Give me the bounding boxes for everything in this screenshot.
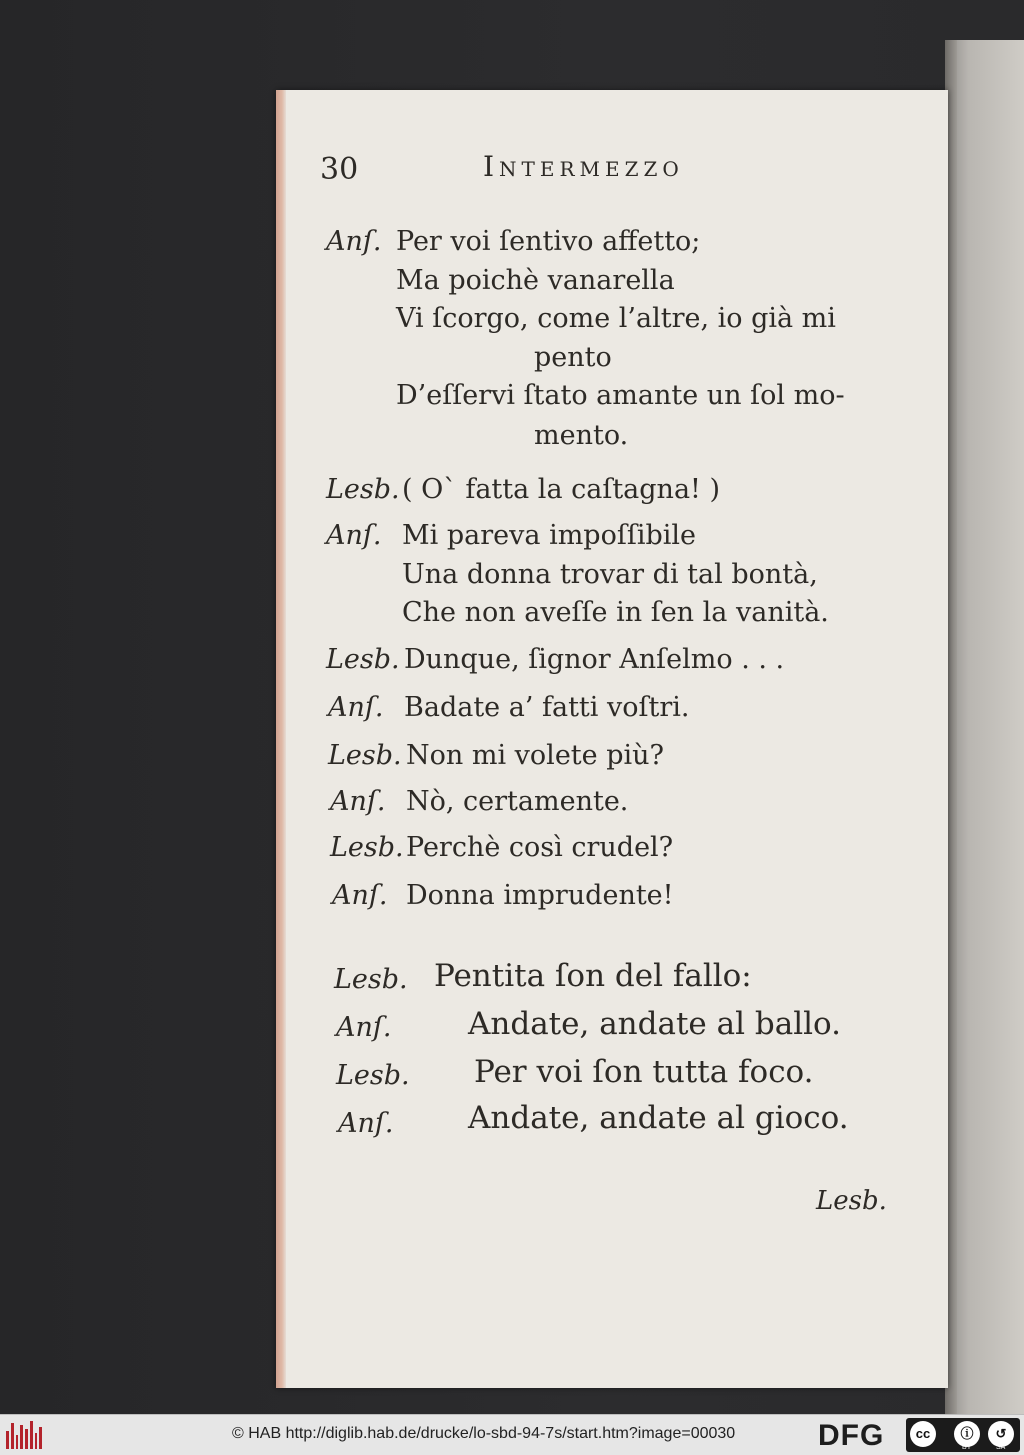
verse-line: Per voi ſon tutta foco. xyxy=(474,1054,814,1090)
speaker-label: Lesb. xyxy=(326,644,400,675)
speaker-label: Anſ. xyxy=(326,226,382,257)
verse-line: Per voi ſentivo affetto; xyxy=(396,226,701,257)
verse-line: Che non aveſſe in ſen la vanità. xyxy=(402,597,829,628)
by-icon: ⓘ xyxy=(954,1421,980,1447)
speaker-label: Anſ. xyxy=(326,520,382,551)
speaker-label: Anſ. xyxy=(336,1012,392,1043)
verse-line: Nò, certamente. xyxy=(406,786,629,817)
copyright-credit[interactable]: © HAB http://diglib.hab.de/drucke/lo-sbd-94-7s/start.htm?image=00030 xyxy=(232,1425,736,1442)
adjacent-page xyxy=(945,40,1024,1414)
verse-line: Badate a’ fatti voſtri. xyxy=(404,692,690,723)
verse-line: Pentita ſon del fallo: xyxy=(434,958,752,994)
cc-license-badge[interactable] xyxy=(906,1418,1020,1452)
footer-bar xyxy=(0,1414,1024,1455)
hab-logo-icon xyxy=(6,1421,42,1449)
speaker-label: Lesb. xyxy=(330,832,404,863)
cc-icon: cc xyxy=(910,1421,936,1447)
speaker-label: Anſ. xyxy=(338,1108,394,1139)
verse-line: D’eſſervi ſtato amante un ſol mo- xyxy=(396,380,845,411)
sa-icon: ↺ xyxy=(988,1421,1014,1447)
speaker-label: Anſ. xyxy=(332,880,388,911)
speaker-label: Lesb. xyxy=(328,740,402,771)
verse-line: Perchè così crudel? xyxy=(406,832,674,863)
verse-line: mento. xyxy=(534,420,629,451)
running-header: Intermezzo xyxy=(483,150,684,183)
catchword: Lesb. xyxy=(816,1186,887,1216)
verse-line: Mi pareva impoſſibile xyxy=(402,520,696,551)
sa-label: SA xyxy=(996,1444,1006,1451)
verse-line: pento xyxy=(534,342,612,373)
dfg-logo[interactable]: DFG xyxy=(818,1419,885,1452)
speaker-label: Anſ. xyxy=(328,692,384,723)
verse-line: Vi ſcorgo, come l’altre, io già mi xyxy=(396,303,836,334)
verse-line: Ma poichè vanarella xyxy=(396,265,675,296)
page-number: 30 xyxy=(320,152,359,187)
verse-line: ( O` fatta la caſtagna! ) xyxy=(402,474,721,505)
verse-line: Una donna trovar di tal bontà, xyxy=(402,559,818,590)
speaker-label: Anſ. xyxy=(330,786,386,817)
verse-line: Andate, andate al gioco. xyxy=(468,1100,849,1136)
verse-line: Andate, andate al ballo. xyxy=(468,1006,841,1042)
verse-line: Dunque, ſignor Anſelmo . . . xyxy=(404,644,785,675)
speaker-label: Lesb. xyxy=(336,1060,410,1091)
verse-line: Donna imprudente! xyxy=(406,880,674,911)
speaker-label: Lesb. xyxy=(334,964,408,995)
verse-line: Non mi volete più? xyxy=(406,740,664,771)
by-label: BY xyxy=(962,1444,972,1451)
page-edge xyxy=(276,90,286,1388)
speaker-label: Lesb. xyxy=(326,474,400,505)
